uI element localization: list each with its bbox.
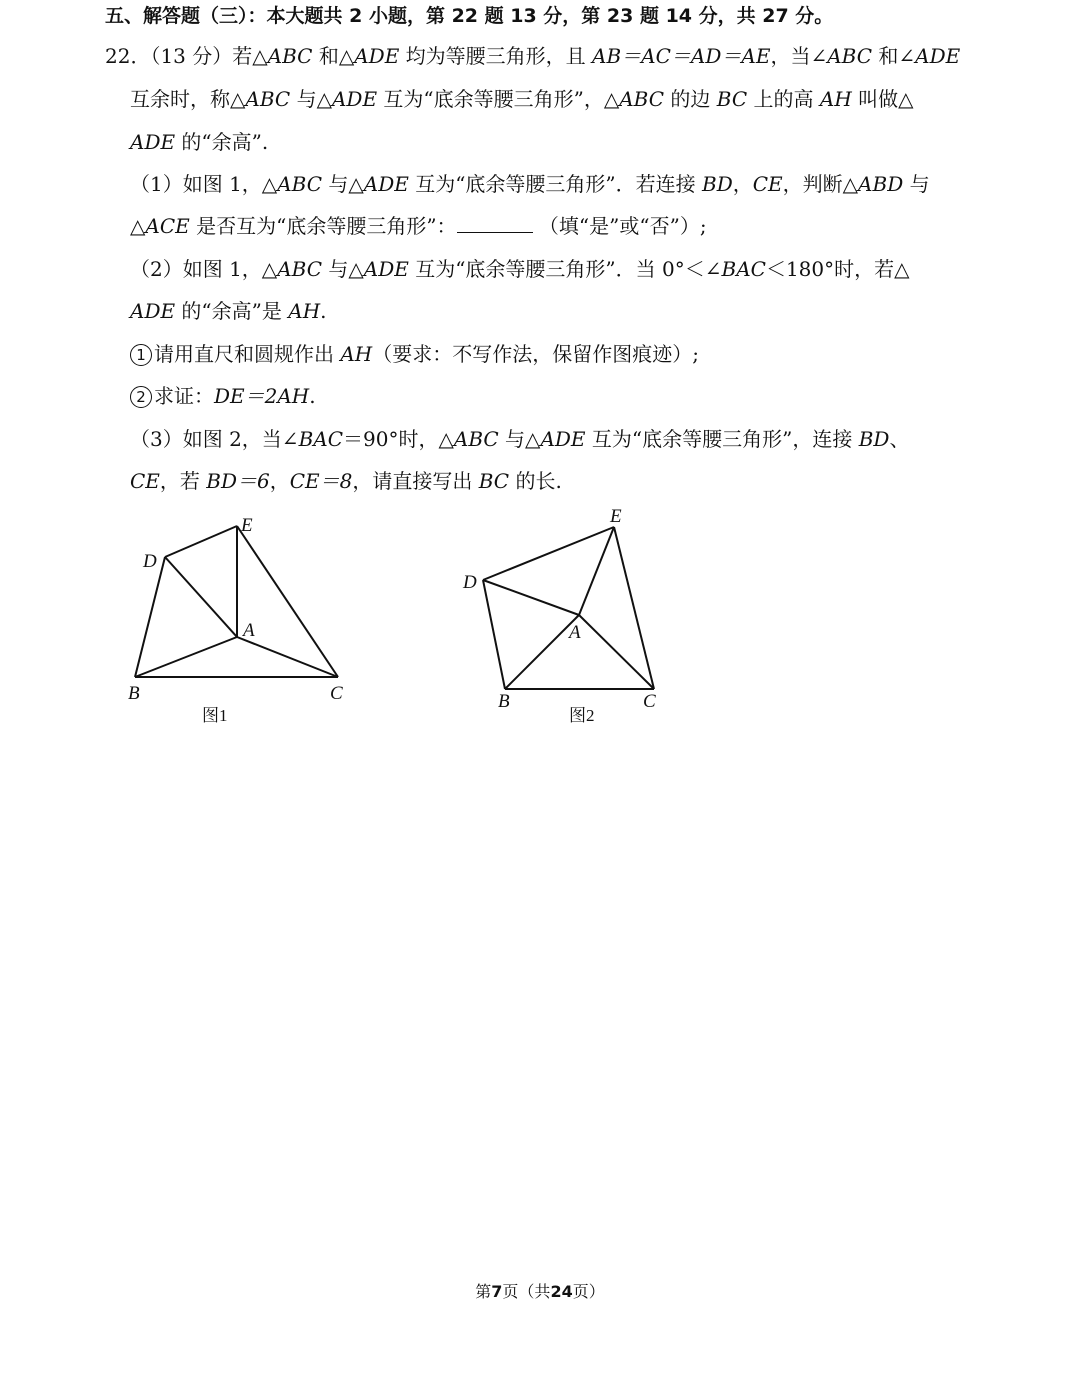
- label-e: E: [610, 506, 622, 527]
- segment-de: [483, 527, 614, 580]
- page-footer: 第7页（共24页）: [475, 1282, 605, 1301]
- figure-2: [455, 500, 680, 735]
- segment-da: [165, 557, 237, 637]
- label-a: A: [569, 622, 581, 643]
- segment-ec: [614, 527, 654, 689]
- question-score: （13 分）: [150, 44, 233, 68]
- q22-stem-line-1: 22．（13 分）若△ABC 和△ADE 均为等腰三角形，且 AB＝AC＝AD＝AE，当∠ABC 和∠ADE: [105, 44, 961, 68]
- sub-question-2: 2 求证：DE＝2AH.: [130, 382, 316, 410]
- question-number: 22．: [105, 44, 151, 68]
- label-b: B: [498, 691, 510, 712]
- label-c: C: [643, 691, 656, 712]
- sub-question-1: 1 请用直尺和圆规作出 AH（要求：不写作法，保留作图痕迹）;: [130, 340, 699, 368]
- figure-2-caption: 图2: [569, 706, 595, 725]
- figure-1: [120, 505, 360, 730]
- page-total: 24: [550, 1282, 573, 1301]
- q22-stem-line-2: 互余时，称△ABC 与△ADE 互为“底余等腰三角形”，△ABC 的边 BC 上的高 AH 叫做△: [130, 87, 914, 111]
- segment-ab: [505, 615, 579, 689]
- part-2-line-2: ADE 的“余高”是 AH.: [130, 299, 327, 323]
- section-heading: 五、解答题（三）：本大题共 2 小题，第 22 题 13 分，第 23 题 14 分，共 27 分。: [105, 5, 834, 27]
- part-1-line-1: （1）如图 1，△ABC 与△ADE 互为“底余等腰三角形”．若连接 BD，CE，判断△ABD 与: [130, 172, 930, 196]
- circled-number-1: 1: [130, 344, 152, 366]
- circled-number-2: 2: [130, 386, 152, 408]
- label-d: D: [463, 572, 477, 593]
- segment-bd: [483, 580, 505, 689]
- page-number: 7: [491, 1282, 503, 1301]
- label-a: A: [243, 620, 255, 641]
- segment-ec: [237, 526, 338, 677]
- part-3-line-2: CE，若 BD＝6，CE＝8，请直接写出 BC 的长.: [130, 469, 562, 493]
- label-c: C: [330, 683, 343, 704]
- label-b: B: [128, 683, 140, 704]
- part-3-line-1: （3）如图 2，当∠BAC＝90°时，△ABC 与△ADE 互为“底余等腰三角形”，连接 BD、: [130, 427, 910, 451]
- segment-ab: [135, 637, 237, 677]
- segment-bd: [135, 557, 165, 677]
- answer-blank[interactable]: [457, 212, 533, 233]
- label-e: E: [241, 515, 253, 536]
- segment-ac: [237, 637, 338, 677]
- figure-1-caption: 图1: [202, 706, 228, 725]
- part-2-line-1: （2）如图 1，△ABC 与△ADE 互为“底余等腰三角形”．当 0°＜∠BAC＜180°时，若△: [130, 257, 910, 281]
- q22-stem-line-3: ADE 的“余高”.: [130, 130, 269, 154]
- equal-sides: AB＝AC＝AD＝AE: [592, 44, 771, 68]
- segment-ac: [579, 615, 654, 689]
- part-1-line-2: △ACE 是否互为“底余等腰三角形”： （填“是”或“否”）;: [130, 214, 707, 238]
- segment-ea: [579, 527, 614, 615]
- segment-da: [483, 580, 579, 615]
- segment-de: [165, 526, 237, 557]
- label-d: D: [143, 551, 157, 572]
